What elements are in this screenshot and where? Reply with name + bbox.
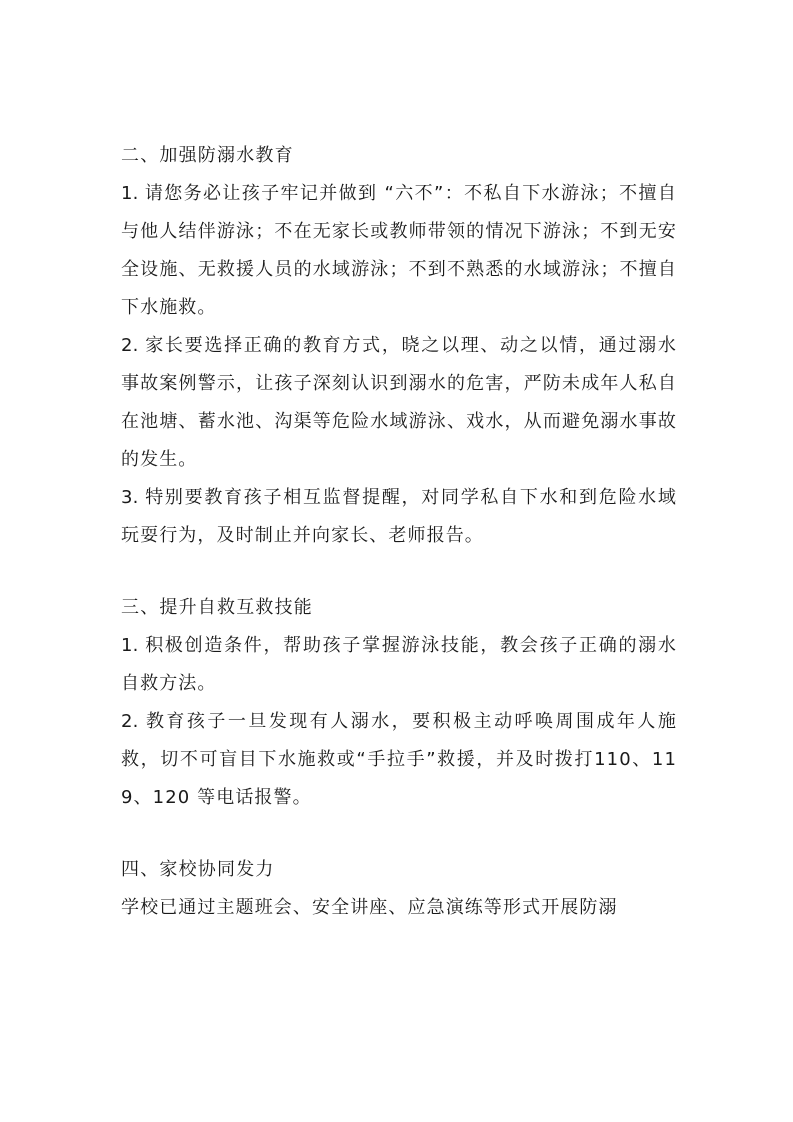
section-heading: 四、家校协同发力 [121, 859, 275, 880]
section-heading: 三、提升自救互救技能 [121, 597, 313, 618]
section-self-rescue-skills [121, 589, 677, 817]
section-drowning-education [121, 137, 677, 555]
list-item [121, 327, 677, 479]
item-text: 教育孩子一旦发现有人溺水，要积极主动呼唤周围成年人施救，切不可盲目下水施救或“手拉手”救援，并及时拨打110、119、120 等电话报警。 [121, 711, 677, 808]
item-text: 请您务必让孩子牢记并做到 “六不”：不私自下水游泳；不擅自与他人结伴游泳；不在无家长或教师带领的情况下游泳；不到无安全设施、无救援人员的水域游泳；不到不熟悉的水域游泳；不擅自下水施救。 [121, 183, 677, 318]
section-heading: 二、加强防溺水教育 [121, 145, 294, 166]
item-text: 特别要教育孩子相互监督提醒，对同学私自下水和到危险水域玩耍行为，及时制止并向家长、老师报告。 [121, 487, 677, 546]
section-home-school-cooperation [121, 851, 677, 927]
item-text: 积极创造条件，帮助孩子掌握游泳技能，教会孩子正确的溺水自救方法。 [121, 635, 677, 694]
item-number: 2. [121, 711, 139, 732]
item-number: 1. [121, 183, 139, 204]
item-text: 家长要选择正确的教育方式，晓之以理、动之以情，通过溺水事故案例警示，让孩子深刻认识到溺水的危害，严防未成年人私自在池塘、蓄水池、沟渠等危险水域游泳、戏水，从而避免溺水事故的发生。 [121, 335, 677, 470]
item-number: 1. [121, 635, 139, 656]
item-number: 2. [121, 335, 139, 356]
list-item [121, 627, 677, 703]
list-item [121, 703, 677, 817]
document-body [121, 137, 677, 927]
list-item [121, 479, 677, 555]
list-item [121, 175, 677, 327]
paragraph-text: 学校已通过主题班会、安全讲座、应急演练等形式开展防溺 [121, 897, 618, 918]
paragraph [121, 889, 677, 927]
item-number: 3. [121, 487, 139, 508]
